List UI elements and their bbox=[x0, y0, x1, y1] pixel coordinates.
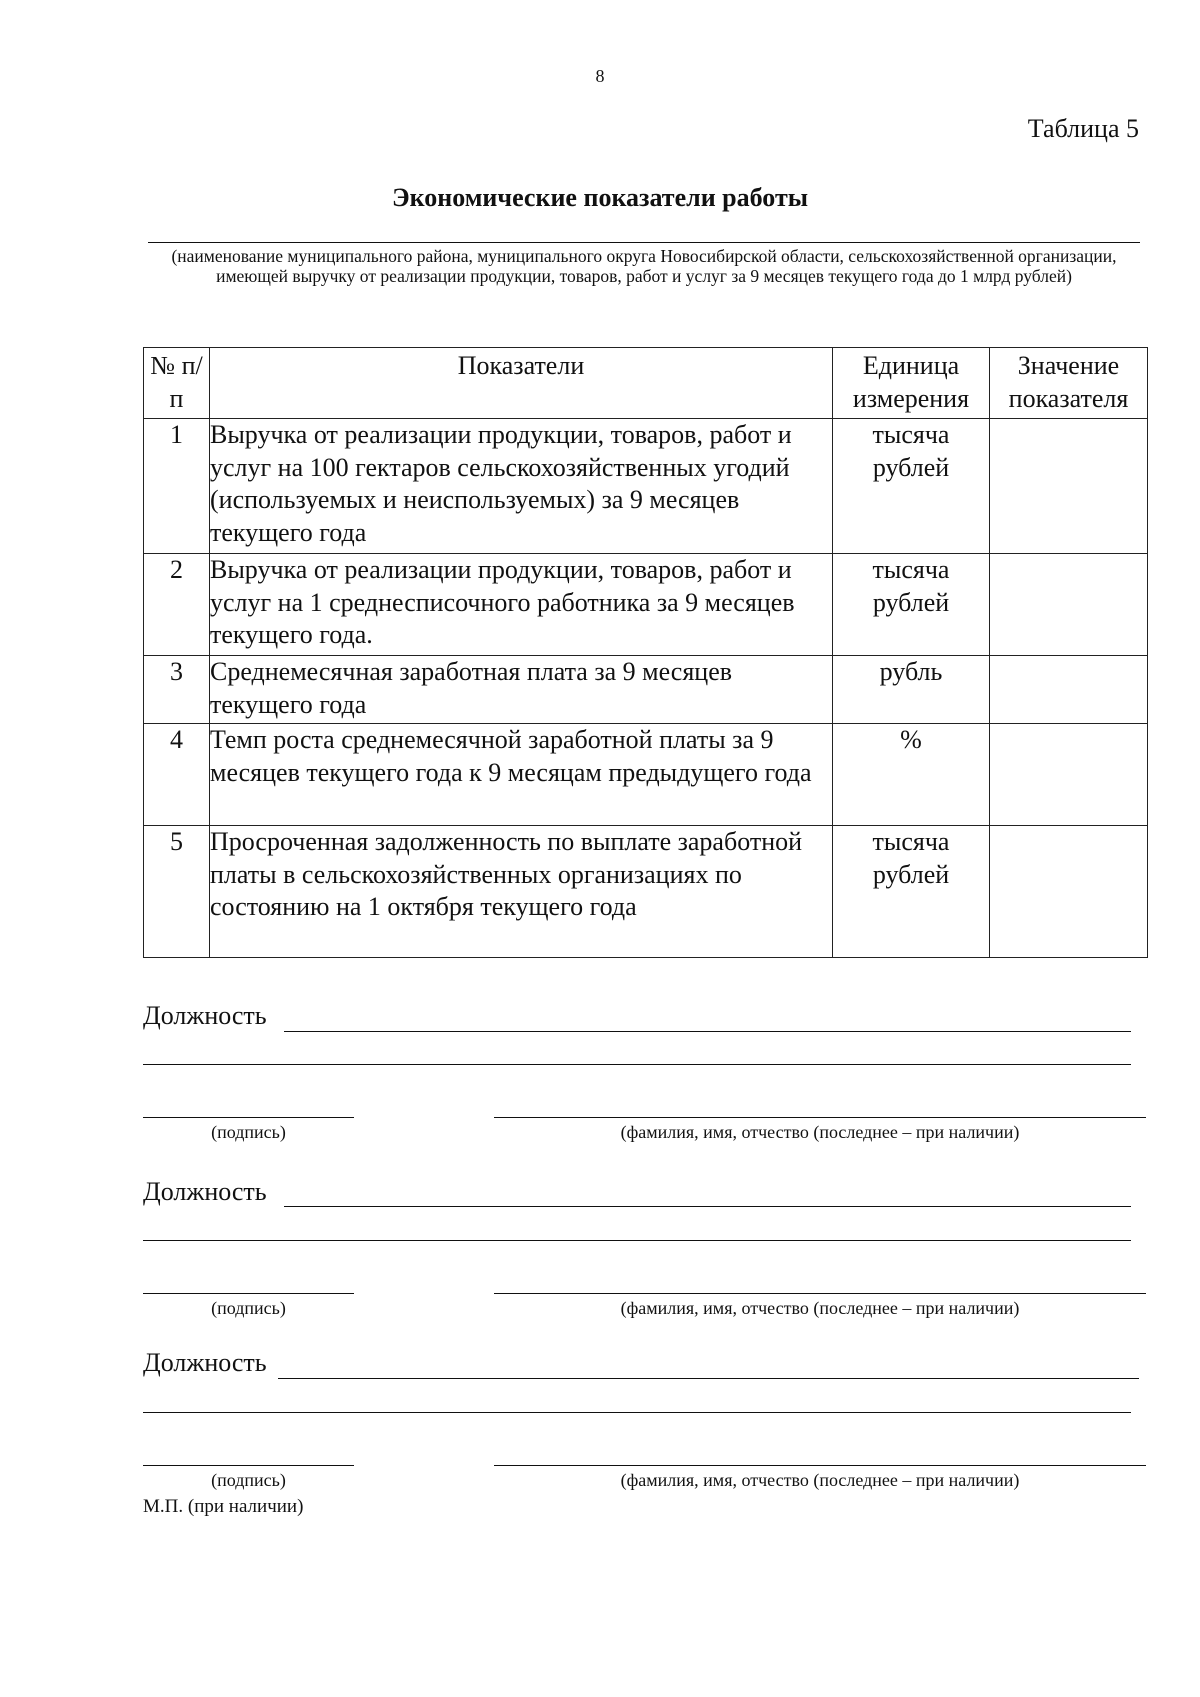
row-number: 1 bbox=[144, 419, 210, 554]
position-field-line-2[interactable] bbox=[143, 1064, 1131, 1065]
position-field-line-2[interactable] bbox=[143, 1412, 1131, 1413]
row-unit: тысяча рублей bbox=[833, 554, 990, 656]
document-title: Экономические показатели работы bbox=[391, 183, 809, 212]
table-row bbox=[144, 419, 1148, 554]
header-indicator: Показатели bbox=[210, 348, 833, 419]
position-field-line-2[interactable] bbox=[143, 1240, 1131, 1241]
row-unit: тысяча рублей bbox=[833, 419, 990, 554]
table-label: Таблица 5 bbox=[1027, 114, 1139, 143]
header-value: Значение показателя bbox=[990, 348, 1148, 419]
signature-caption: (подпись) bbox=[211, 1122, 286, 1142]
signature-line[interactable] bbox=[143, 1117, 354, 1118]
full-name-caption: (фамилия, имя, отчество (последнее – при наличии) bbox=[620, 1298, 1020, 1318]
row-number: 4 bbox=[144, 724, 210, 826]
signature-caption: (подпись) bbox=[211, 1298, 286, 1318]
row-value-cell[interactable] bbox=[990, 656, 1148, 724]
row-number: 2 bbox=[144, 554, 210, 656]
table-row bbox=[144, 656, 1148, 724]
full-name-line[interactable] bbox=[494, 1293, 1146, 1294]
signature-line[interactable] bbox=[143, 1465, 354, 1466]
table-row bbox=[144, 826, 1148, 958]
indicators-table bbox=[143, 347, 1148, 958]
row-indicator: Выручка от реализации продукции, товаров, работ и услуг на 1 среднесписочного работника за 9 месяцев текущего года. bbox=[210, 554, 833, 656]
row-indicator: Темп роста среднемесячной заработной платы за 9 месяцев текущего года к 9 месяцам предыдущего года bbox=[210, 724, 833, 826]
row-indicator: Просроченная задолженность по выплате заработной платы в сельскохозяйственных организациях по состоянию на 1 октября текущего года bbox=[210, 826, 833, 958]
row-value-cell[interactable] bbox=[990, 419, 1148, 554]
row-value-cell[interactable] bbox=[990, 826, 1148, 958]
full-name-line[interactable] bbox=[494, 1117, 1146, 1118]
position-field-line[interactable] bbox=[284, 1206, 1131, 1207]
organization-name-line[interactable] bbox=[148, 242, 1140, 243]
seal-note: М.П. (при наличии) bbox=[143, 1496, 304, 1517]
signature-line[interactable] bbox=[143, 1293, 354, 1294]
full-name-caption: (фамилия, имя, отчество (последнее – при наличии) bbox=[620, 1470, 1020, 1490]
table-header-row bbox=[144, 348, 1148, 419]
full-name-caption: (фамилия, имя, отчество (последнее – при наличии) bbox=[620, 1122, 1020, 1142]
position-label: Должность bbox=[143, 1348, 267, 1377]
page-number: 8 bbox=[595, 66, 605, 86]
header-unit: Единица измерения bbox=[833, 348, 990, 419]
organization-name-caption: (наименование муниципального района, муниципального округа Новосибирской области, сельскохозяйственной организации, имеющей выручку от реализации продукции, товаров, работ и услуг за 9 месяцев текущего года до 1 млрд рублей) bbox=[171, 246, 1117, 286]
header-num: № п/п bbox=[144, 348, 210, 419]
row-indicator: Выручка от реализации продукции, товаров, работ и услуг на 100 гектаров сельскохозяйственных угодий (используемых и неиспользуемых) за 9 месяцев текущего года bbox=[210, 419, 833, 554]
row-value-cell[interactable] bbox=[990, 724, 1148, 826]
position-label: Должность bbox=[143, 1177, 267, 1206]
position-label: Должность bbox=[143, 1001, 267, 1030]
row-number: 3 bbox=[144, 656, 210, 724]
row-unit: тысяча рублей bbox=[833, 826, 990, 958]
row-indicator: Среднемесячная заработная плата за 9 месяцев текущего года bbox=[210, 656, 833, 724]
row-unit: % bbox=[833, 724, 990, 826]
table-row bbox=[144, 724, 1148, 826]
position-field-line[interactable] bbox=[278, 1378, 1139, 1379]
row-unit: рубль bbox=[833, 656, 990, 724]
row-value-cell[interactable] bbox=[990, 554, 1148, 656]
signature-caption: (подпись) bbox=[211, 1470, 286, 1490]
table-row bbox=[144, 554, 1148, 656]
full-name-line[interactable] bbox=[494, 1465, 1146, 1466]
row-number: 5 bbox=[144, 826, 210, 958]
position-field-line[interactable] bbox=[284, 1031, 1131, 1032]
